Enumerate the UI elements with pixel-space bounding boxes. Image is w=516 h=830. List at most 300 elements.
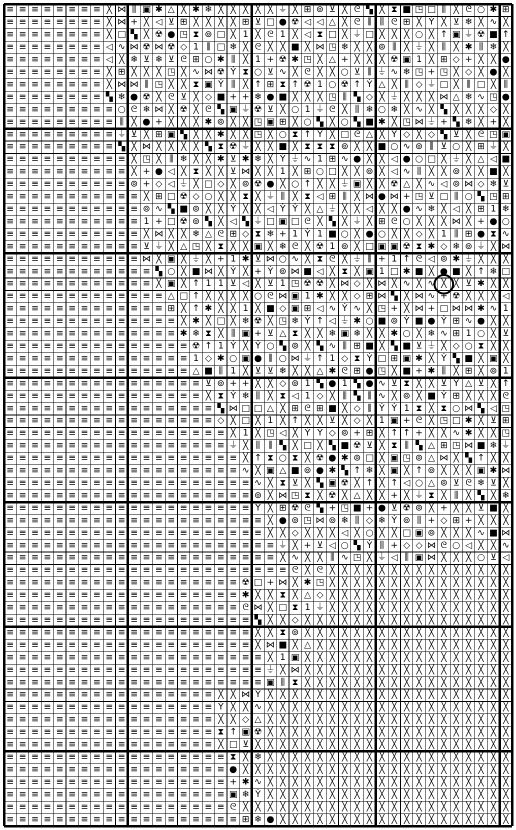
- stitch-symbol: ≡: [80, 403, 89, 414]
- stitch-symbol: ■: [266, 304, 275, 315]
- stitch-symbol: ≡: [80, 665, 89, 676]
- stitch-symbol: ≡: [142, 789, 151, 800]
- stitch-symbol: ≡: [80, 17, 89, 28]
- stitch-symbol: ≡: [93, 490, 101, 501]
- stitch-symbol: ⊻: [267, 104, 274, 115]
- stitch-symbol: ≡: [93, 441, 101, 452]
- stitch-symbol: ○: [316, 167, 324, 178]
- stitch-symbol: ╳: [304, 627, 311, 638]
- stitch-symbol: ╳: [242, 204, 249, 215]
- stitch-symbol: ╳: [366, 715, 373, 726]
- stitch-symbol: ○: [291, 179, 300, 190]
- stitch-symbol: ╳: [131, 117, 137, 128]
- stitch-symbol: ╳: [428, 403, 435, 414]
- stitch-symbol: ❄: [489, 266, 498, 277]
- stitch-symbol: 1: [193, 353, 199, 364]
- stitch-symbol: ╳: [453, 715, 459, 726]
- stitch-symbol: ✱: [427, 366, 436, 377]
- stitch-symbol: ⊞: [266, 79, 275, 90]
- stitch-symbol: ⏚: [228, 441, 238, 452]
- stitch-symbol: ▣: [390, 453, 399, 464]
- stitch-symbol: ≡: [80, 416, 89, 427]
- stitch-symbol: ▣: [253, 241, 263, 252]
- stitch-symbol: ○: [254, 67, 262, 78]
- stitch-symbol: ╳: [453, 67, 459, 78]
- stitch-symbol: ▚: [440, 129, 448, 140]
- stitch-symbol: ≡: [93, 802, 101, 813]
- stitch-symbol: ╳: [465, 142, 472, 153]
- stitch-symbol: ╳: [465, 603, 472, 614]
- stitch-symbol: ○: [254, 291, 262, 302]
- stitch-symbol: ◁: [390, 154, 398, 165]
- stitch-symbol: ☢: [353, 441, 362, 452]
- stitch-symbol: ≡: [18, 553, 27, 564]
- stitch-symbol: ╳: [304, 814, 311, 825]
- stitch-symbol: ≡: [105, 304, 114, 315]
- stitch-symbol: ■: [216, 92, 226, 103]
- stitch-symbol: ≡: [105, 466, 114, 477]
- stitch-symbol: ≡: [55, 353, 64, 364]
- stitch-symbol: ╳: [478, 254, 484, 265]
- stitch-symbol: ╳: [465, 391, 472, 402]
- stitch-symbol: ≡: [204, 727, 213, 738]
- stitch-symbol: ≡: [80, 677, 89, 688]
- stitch-symbol: ≡: [105, 715, 114, 726]
- stitch-symbol: ≡: [192, 503, 200, 514]
- stitch-symbol: +: [365, 503, 374, 514]
- stitch-symbol: ╳: [168, 241, 174, 252]
- stitch-symbol: ⧗: [477, 341, 485, 352]
- stitch-symbol: △: [427, 441, 435, 452]
- stitch-symbol: ≡: [204, 428, 213, 439]
- stitch-symbol: ≡: [6, 5, 14, 16]
- stitch-symbol: ≡: [43, 254, 52, 265]
- stitch-symbol: ◳: [328, 42, 337, 53]
- stitch-symbol: ≡: [130, 403, 138, 414]
- stitch-symbol: △: [477, 154, 485, 165]
- stitch-symbol: ☢: [179, 192, 188, 203]
- stitch-symbol: ≡: [179, 627, 188, 638]
- stitch-symbol: ╳: [106, 17, 113, 28]
- stitch-symbol: ●: [365, 378, 374, 389]
- stitch-symbol: ≡: [80, 565, 89, 576]
- stitch-symbol: ≡: [31, 764, 39, 775]
- stitch-symbol: ≡: [155, 652, 163, 663]
- stitch-symbol: ≡: [229, 453, 237, 464]
- stitch-symbol: ╳: [292, 67, 298, 78]
- stitch-symbol: ╳: [490, 652, 497, 663]
- stitch-symbol: ⊚: [241, 179, 250, 190]
- stitch-symbol: ╳: [180, 229, 187, 240]
- stitch-symbol: ╳: [379, 802, 385, 813]
- stitch-symbol: ✱: [477, 279, 485, 290]
- stitch-symbol: ≡: [43, 627, 52, 638]
- stitch-symbol: ᘓ: [291, 241, 299, 252]
- stitch-symbol: ≡: [68, 291, 76, 302]
- stitch-symbol: Ẏ: [304, 229, 311, 240]
- stitch-symbol: ≡: [6, 329, 14, 340]
- stitch-symbol: ≡: [80, 428, 89, 439]
- stitch-symbol: ≡: [192, 590, 200, 601]
- stitch-symbol: ╳: [317, 690, 323, 701]
- stitch-symbol: △: [304, 590, 312, 601]
- stitch-symbol: ⊚: [415, 142, 423, 153]
- stitch-symbol: ≡: [192, 802, 200, 813]
- stitch-symbol: ≡: [80, 167, 89, 178]
- stitch-symbol: +: [340, 55, 349, 66]
- stitch-symbol: ⋈: [154, 229, 164, 240]
- stitch-symbol: ╳: [255, 590, 261, 601]
- stitch-symbol: ╳: [342, 727, 348, 738]
- stitch-symbol: ≡: [31, 528, 39, 539]
- stitch-symbol: ▚: [390, 341, 398, 352]
- stitch-symbol: ╳: [230, 117, 236, 128]
- stitch-symbol: ╳: [465, 814, 472, 825]
- stitch-symbol: ⋈: [154, 104, 164, 115]
- stitch-symbol: ≡: [31, 154, 39, 165]
- stitch-symbol: ◇: [204, 353, 212, 364]
- stitch-symbol: ▚: [217, 104, 225, 115]
- stitch-symbol: ↑: [502, 30, 510, 41]
- stitch-symbol: ╳: [329, 291, 336, 302]
- stitch-symbol: ≡: [142, 615, 151, 626]
- stitch-symbol: ╳: [180, 167, 187, 178]
- stitch-symbol: ↑: [502, 378, 510, 389]
- stitch-symbol: ≡: [31, 727, 39, 738]
- stitch-symbol: ≡: [130, 391, 138, 402]
- stitch-symbol: ╳: [403, 92, 410, 103]
- stitch-symbol: ╳: [329, 640, 336, 651]
- stitch-symbol: ↑: [390, 428, 399, 439]
- stitch-symbol: ╳: [329, 690, 336, 701]
- stitch-symbol: Ẏ: [379, 403, 385, 414]
- stitch-symbol: ⏚: [278, 5, 288, 16]
- stitch-symbol: ╳: [379, 55, 385, 66]
- stitch-symbol: ╳: [490, 590, 497, 601]
- stitch-symbol: ╳: [267, 5, 274, 16]
- stitch-symbol: ⏚: [253, 216, 263, 227]
- stitch-symbol: ○: [402, 216, 411, 227]
- stitch-symbol: ⫼: [441, 366, 446, 377]
- stitch-symbol: ○: [278, 353, 287, 364]
- stitch-symbol: ≡: [43, 366, 52, 377]
- stitch-symbol: ╳: [503, 353, 509, 364]
- stitch-symbol: ≡: [93, 528, 101, 539]
- stitch-symbol: ●: [439, 266, 448, 277]
- stitch-symbol: ⫼: [231, 55, 236, 66]
- stitch-symbol: ≡: [68, 789, 76, 800]
- stitch-symbol: ╳: [416, 378, 422, 389]
- stitch-symbol: ⊞: [502, 192, 510, 203]
- stitch-symbol: ⊚: [291, 378, 299, 389]
- stitch-symbol: +: [217, 254, 225, 265]
- stitch-symbol: ╳: [255, 428, 261, 439]
- stitch-symbol: ⧗: [341, 266, 348, 277]
- stitch-symbol: ❄: [241, 316, 250, 327]
- stitch-symbol: ≡: [31, 665, 39, 676]
- stitch-symbol: ╳: [143, 17, 150, 28]
- stitch-symbol: ◳: [266, 428, 275, 439]
- stitch-symbol: ≡: [43, 79, 52, 90]
- stitch-symbol: ≡: [105, 254, 114, 265]
- stitch-symbol: ≡: [93, 665, 101, 676]
- stitch-symbol: ╳: [342, 254, 348, 265]
- stitch-symbol: ╳: [441, 466, 447, 477]
- stitch-symbol: ❄: [427, 204, 436, 215]
- stitch-symbol: ∿: [489, 304, 498, 315]
- stitch-symbol: ≡: [6, 503, 14, 514]
- stitch-symbol: ╳: [453, 528, 459, 539]
- stitch-symbol: ╳: [354, 578, 360, 589]
- stitch-symbol: ╳: [403, 652, 410, 663]
- stitch-symbol: ⏚: [377, 67, 387, 78]
- stitch-symbol: ≡: [68, 652, 76, 663]
- stitch-symbol: ≡: [93, 540, 101, 551]
- stitch-symbol: ⋈: [265, 254, 275, 265]
- stitch-symbol: ≡: [229, 603, 237, 614]
- stitch-symbol: △: [316, 366, 324, 377]
- stitch-symbol: ≡: [155, 466, 163, 477]
- stitch-symbol: ▚: [465, 453, 473, 464]
- stitch-symbol: ⋈: [315, 42, 325, 53]
- stitch-symbol: ≡: [55, 814, 64, 825]
- stitch-symbol: ≡: [142, 441, 151, 452]
- stitch-symbol: ╳: [503, 627, 509, 638]
- stitch-symbol: ≡: [80, 466, 89, 477]
- stitch-symbol: ≡: [55, 329, 64, 340]
- stitch-symbol: ≡: [142, 478, 151, 489]
- stitch-symbol: ◳: [501, 403, 511, 414]
- stitch-symbol: ╳: [465, 167, 472, 178]
- stitch-symbol: ╳: [503, 603, 509, 614]
- stitch-symbol: ≡: [55, 515, 64, 526]
- stitch-symbol: ❄: [229, 42, 237, 53]
- stitch-symbol: ⊻: [366, 441, 373, 452]
- stitch-symbol: ╳: [317, 640, 323, 651]
- stitch-symbol: +: [353, 428, 361, 439]
- stitch-symbol: ∿: [427, 179, 436, 190]
- stitch-symbol: ᘓ: [304, 403, 311, 414]
- stitch-symbol: ≡: [80, 316, 89, 327]
- stitch-symbol: ╳: [354, 777, 360, 788]
- stitch-symbol: ╳: [391, 565, 398, 576]
- stitch-symbol: ⏚: [377, 553, 387, 564]
- stitch-symbol: 1: [317, 229, 323, 240]
- stitch-symbol: ≡: [18, 578, 27, 589]
- stitch-symbol: ⫼: [404, 79, 409, 90]
- stitch-symbol: ≡: [31, 640, 39, 651]
- stitch-symbol: ≡: [241, 665, 250, 676]
- stitch-symbol: ≡: [55, 478, 64, 489]
- stitch-symbol: ≡: [217, 752, 225, 763]
- stitch-symbol: ⊞: [328, 154, 337, 165]
- stitch-symbol: ◳: [451, 441, 461, 452]
- stitch-symbol: ╳: [255, 142, 261, 153]
- stitch-symbol: ≡: [117, 764, 126, 775]
- stitch-symbol: ╳: [304, 764, 311, 775]
- stitch-symbol: ↑: [440, 30, 448, 41]
- stitch-symbol: ╳: [416, 727, 422, 738]
- stitch-symbol: ╳: [354, 677, 360, 688]
- stitch-symbol: ≡: [43, 428, 52, 439]
- stitch-symbol: ≡: [18, 814, 27, 825]
- stitch-symbol: ❄: [254, 92, 262, 103]
- stitch-symbol: ●: [377, 503, 386, 514]
- stitch-symbol: ≡: [68, 740, 76, 751]
- stitch-symbol: ≡: [80, 814, 89, 825]
- stitch-symbol: ≡: [130, 490, 138, 501]
- stitch-symbol: ╳: [329, 740, 336, 751]
- stitch-symbol: ≡: [68, 578, 76, 589]
- stitch-symbol: ╳: [391, 802, 398, 813]
- stitch-symbol: ⏚: [315, 603, 325, 614]
- stitch-symbol: ╳: [403, 789, 410, 800]
- stitch-symbol: ╳: [205, 204, 212, 215]
- stitch-symbol: ╳: [242, 453, 249, 464]
- stitch-symbol: ╳: [354, 764, 360, 775]
- stitch-symbol: ╳: [280, 104, 286, 115]
- stitch-symbol: ╳: [342, 216, 348, 227]
- stitch-symbol: ⋈: [290, 353, 300, 364]
- stitch-symbol: ≡: [43, 727, 52, 738]
- stitch-symbol: ◇: [341, 353, 349, 364]
- stitch-symbol: ≡: [68, 752, 76, 763]
- stitch-symbol: ≡: [229, 590, 237, 601]
- stitch-symbol: ╳: [478, 590, 484, 601]
- stitch-symbol: ╳: [354, 603, 360, 614]
- stitch-symbol: ◳: [489, 192, 498, 203]
- stitch-symbol: ≡: [18, 266, 27, 277]
- stitch-symbol: ╳: [280, 802, 286, 813]
- stitch-symbol: ▣: [266, 117, 275, 128]
- stitch-symbol: ≡: [117, 652, 126, 663]
- stitch-symbol: ▚: [390, 291, 398, 302]
- stitch-symbol: ≡: [43, 640, 52, 651]
- stitch-symbol: ≡: [155, 540, 163, 551]
- stitch-symbol: ≡: [167, 515, 176, 526]
- stitch-symbol: ╳: [280, 553, 286, 564]
- stitch-symbol: ◳: [340, 503, 349, 514]
- stitch-symbol: ᘓ: [415, 416, 423, 427]
- stitch-symbol: ▣: [241, 353, 250, 364]
- stitch-symbol: ≡: [31, 129, 39, 140]
- stitch-symbol: ■: [278, 92, 288, 103]
- stitch-symbol: ≡: [31, 67, 39, 78]
- stitch-symbol: Ẏ: [218, 79, 224, 90]
- stitch-symbol: ≡: [167, 590, 176, 601]
- stitch-symbol: ≡: [31, 316, 39, 327]
- stitch-symbol: ▣: [476, 466, 486, 477]
- stitch-symbol: ╳: [391, 715, 398, 726]
- stitch-symbol: ╳: [478, 565, 484, 576]
- stitch-symbol: ≡: [80, 702, 89, 713]
- stitch-symbol: Ẏ: [441, 391, 447, 402]
- stitch-symbol: +: [254, 329, 262, 340]
- stitch-symbol: ╳: [441, 553, 447, 564]
- stitch-symbol: ╳: [490, 640, 497, 651]
- stitch-symbol: ≡: [117, 802, 126, 813]
- stitch-symbol: ≡: [31, 216, 39, 227]
- stitch-symbol: ╳: [441, 640, 447, 651]
- stitch-symbol: ≡: [55, 30, 64, 41]
- stitch-symbol: ⋈: [414, 304, 424, 315]
- stitch-symbol: ╳: [317, 715, 323, 726]
- stitch-symbol: ≡: [43, 764, 52, 775]
- stitch-symbol: ⋈: [439, 453, 449, 464]
- stitch-symbol: ◇: [316, 590, 324, 601]
- stitch-symbol: ∿: [464, 316, 473, 327]
- stitch-symbol: ⊞: [464, 229, 473, 240]
- stitch-symbol: ◳: [377, 304, 387, 315]
- stitch-symbol: ≡: [179, 378, 188, 389]
- stitch-symbol: ╳: [242, 802, 249, 813]
- stitch-symbol: ≡: [142, 752, 151, 763]
- stitch-symbol: ❄: [155, 55, 163, 66]
- stitch-symbol: ●: [489, 216, 498, 227]
- stitch-symbol: ≡: [6, 789, 14, 800]
- stitch-symbol: ⋈: [290, 266, 300, 277]
- stitch-symbol: ≡: [68, 154, 76, 165]
- stitch-symbol: ≡: [55, 279, 64, 290]
- stitch-symbol: ≡: [155, 715, 163, 726]
- stitch-symbol: ╳: [403, 715, 410, 726]
- stitch-symbol: ≡: [31, 30, 39, 41]
- stitch-symbol: ≡: [6, 341, 14, 352]
- stitch-symbol: ≡: [55, 142, 64, 153]
- stitch-symbol: ╳: [403, 690, 410, 701]
- stitch-symbol: ⧗: [205, 329, 212, 340]
- stitch-symbol: ≡: [18, 17, 27, 28]
- stitch-symbol: ▚: [316, 341, 324, 352]
- stitch-symbol: ╳: [317, 528, 323, 539]
- stitch-symbol: ᘓ: [230, 802, 237, 813]
- stitch-symbol: ╳: [441, 652, 447, 663]
- stitch-symbol: ↑: [353, 466, 361, 477]
- stitch-symbol: 1: [304, 391, 311, 402]
- stitch-symbol: ╳: [267, 740, 274, 751]
- stitch-symbol: ╳: [379, 453, 385, 464]
- stitch-symbol: ≡: [117, 366, 126, 377]
- stitch-symbol: ≡: [130, 353, 138, 364]
- stitch-symbol: ≡: [155, 752, 163, 763]
- stitch-symbol: ╳: [490, 378, 497, 389]
- stitch-symbol: ≡: [93, 341, 101, 352]
- stitch-symbol: ≡: [167, 752, 176, 763]
- stitch-symbol: ⋈: [414, 291, 424, 302]
- stitch-symbol: ≡: [31, 142, 39, 153]
- stitch-symbol: ╳: [391, 740, 398, 751]
- stitch-symbol: ╳: [403, 627, 410, 638]
- stitch-symbol: ↑: [365, 478, 374, 489]
- stitch-symbol: +: [254, 266, 262, 277]
- stitch-symbol: ⧗: [304, 142, 311, 153]
- stitch-symbol: ╳: [379, 154, 385, 165]
- stitch-symbol: ≡: [68, 129, 76, 140]
- stitch-symbol: ≡: [6, 428, 14, 439]
- stitch-symbol: ╳: [342, 752, 348, 763]
- stitch-symbol: ╳: [403, 229, 410, 240]
- stitch-symbol: ╳: [428, 590, 435, 601]
- stitch-symbol: △: [378, 79, 386, 90]
- stitch-symbol: ≡: [80, 528, 89, 539]
- stitch-symbol: ╳: [218, 192, 224, 203]
- stitch-symbol: ╳: [441, 17, 447, 28]
- stitch-symbol: ╳: [428, 428, 435, 439]
- stitch-symbol: □: [253, 578, 263, 589]
- stitch-symbol: ◇: [403, 540, 411, 551]
- stitch-symbol: ≡: [6, 640, 14, 651]
- stitch-symbol: ≡: [117, 590, 126, 601]
